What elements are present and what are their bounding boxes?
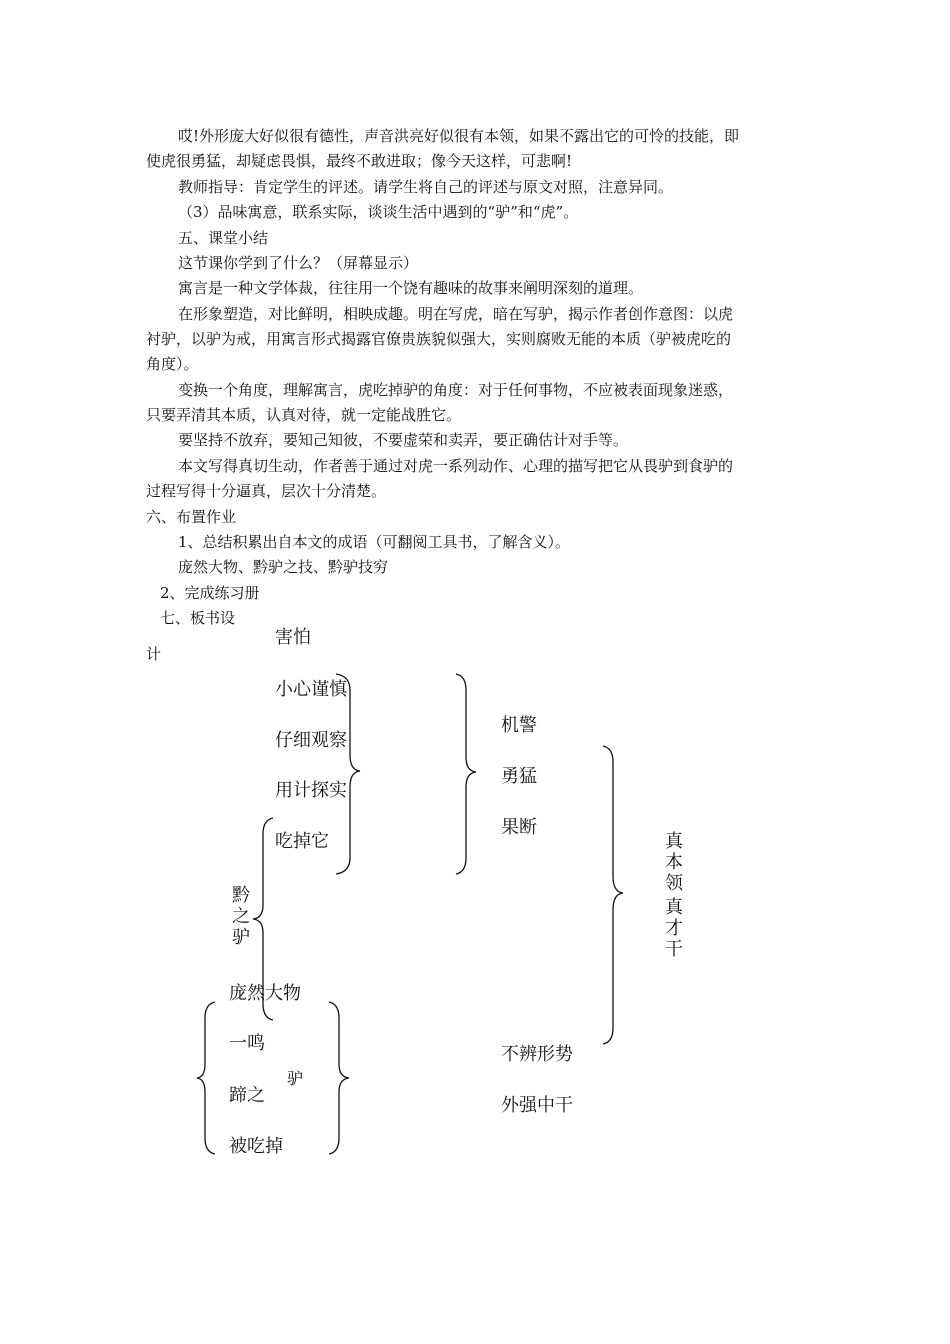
tiger-action: 吃掉它: [275, 831, 329, 852]
paragraph-line: 2、完成练习册: [160, 584, 260, 602]
brace-tiger-traits: [456, 674, 476, 874]
donkey-action: 蹄之: [229, 1085, 265, 1106]
conclusion-char: 本: [665, 852, 683, 873]
brace-donkey-left: [197, 1002, 215, 1154]
paragraph-line: 要坚持不放弃，要知己知彼，不要虚荣和卖弄，要正确估计对手等。: [178, 431, 629, 449]
donkey-trait: 外强中干: [501, 1095, 573, 1116]
conclusion-char: 真: [665, 897, 683, 918]
paragraph-line: 哎!外形庞大好似很有德性，声音洪亮好似很有本领，如果不露出它的可怜的技能，即: [178, 127, 740, 145]
donkey-action: 被吃掉: [229, 1136, 283, 1157]
conclusion-char: 真: [665, 831, 683, 852]
donkey-trait: 不辨形势: [501, 1044, 573, 1065]
paragraph-line: 角度）。: [146, 355, 199, 373]
paragraph-line: 这节课你学到了什么？（屏幕显示）: [178, 254, 419, 272]
paragraph-line: 教师指导：肯定学生的评述。请学生将自己的评述与原文对照，注意异同。: [178, 178, 674, 196]
paragraph-line: 衬驴，以驴为戒，用寓言形式揭露官僚贵族貌似强大，实则腐败无能的本质（驴被虎吃的: [146, 330, 732, 348]
conclusion-char: 领: [665, 873, 683, 894]
paragraph-line: 变换一个角度，理解寓言，虎吃掉驴的角度：对于任何事物，不应被表面现象迷惑，: [178, 381, 734, 399]
brace-tiger-actions: [336, 674, 360, 874]
conclusion-char: 才: [665, 918, 683, 939]
donkey-action: 庞然大物: [229, 983, 301, 1004]
tiger-action: 害怕: [275, 627, 311, 648]
section-heading: 五、课堂小结: [178, 229, 269, 247]
paragraph-line: 1、总结积累出自本文的成语（可翻阅工具书，了解含义）。: [178, 533, 571, 551]
title-char: 黔: [232, 885, 250, 906]
paragraph-line: 庞然大物、黔驴之技、黔驴技穷: [178, 558, 389, 576]
tiger-action: 小心谨慎: [275, 679, 347, 700]
donkey-label: 驴: [287, 1069, 304, 1088]
paragraph-line: 本文写得真切生动，作者善于通过对虎一系列动作、心理的描写把它从畏驴到食驴的: [178, 457, 734, 475]
paragraph-line: 只要弄清其本质，认真对待，就一定能战胜它。: [146, 406, 462, 424]
title-char: 驴: [232, 927, 250, 948]
paragraph-line: 在形象塑造，对比鲜明，相映成趣。明在写虎，暗在写驴，揭示作者创作意图：以虎: [178, 305, 734, 323]
tiger-trait: 果断: [501, 817, 537, 838]
section-heading: 七、板书设: [160, 609, 236, 627]
conclusion-char: 干: [665, 939, 683, 960]
paragraph-line: 过程写得十分逼真，层次十分清楚。: [146, 482, 387, 500]
title-char: 之: [232, 906, 250, 927]
paragraph-line: （3）品味寓意，联系实际，谈谈生活中遇到的“驴”和“虎”。: [178, 203, 579, 221]
tiger-action: 用计探实: [275, 780, 347, 801]
tiger-trait: 勇猛: [501, 766, 537, 787]
tiger-trait: 机警: [501, 715, 537, 736]
brace-donkey-right: [329, 1002, 349, 1154]
donkey-action: 一鸣: [229, 1033, 265, 1054]
brace-conclusion: [603, 746, 623, 1044]
section-heading: 六、布置作业: [146, 508, 237, 526]
paragraph-line: 寓言是一种文学体裁，往往用一个饶有趣味的故事来阐明深刻的道理。: [178, 279, 644, 297]
section-heading: 计: [146, 645, 162, 663]
paragraph-line: 使虎很勇猛，却疑虑畏惧，最终不敢进取；像今天这样，可悲啊!: [146, 152, 573, 170]
tiger-action: 仔细观察: [275, 730, 347, 751]
